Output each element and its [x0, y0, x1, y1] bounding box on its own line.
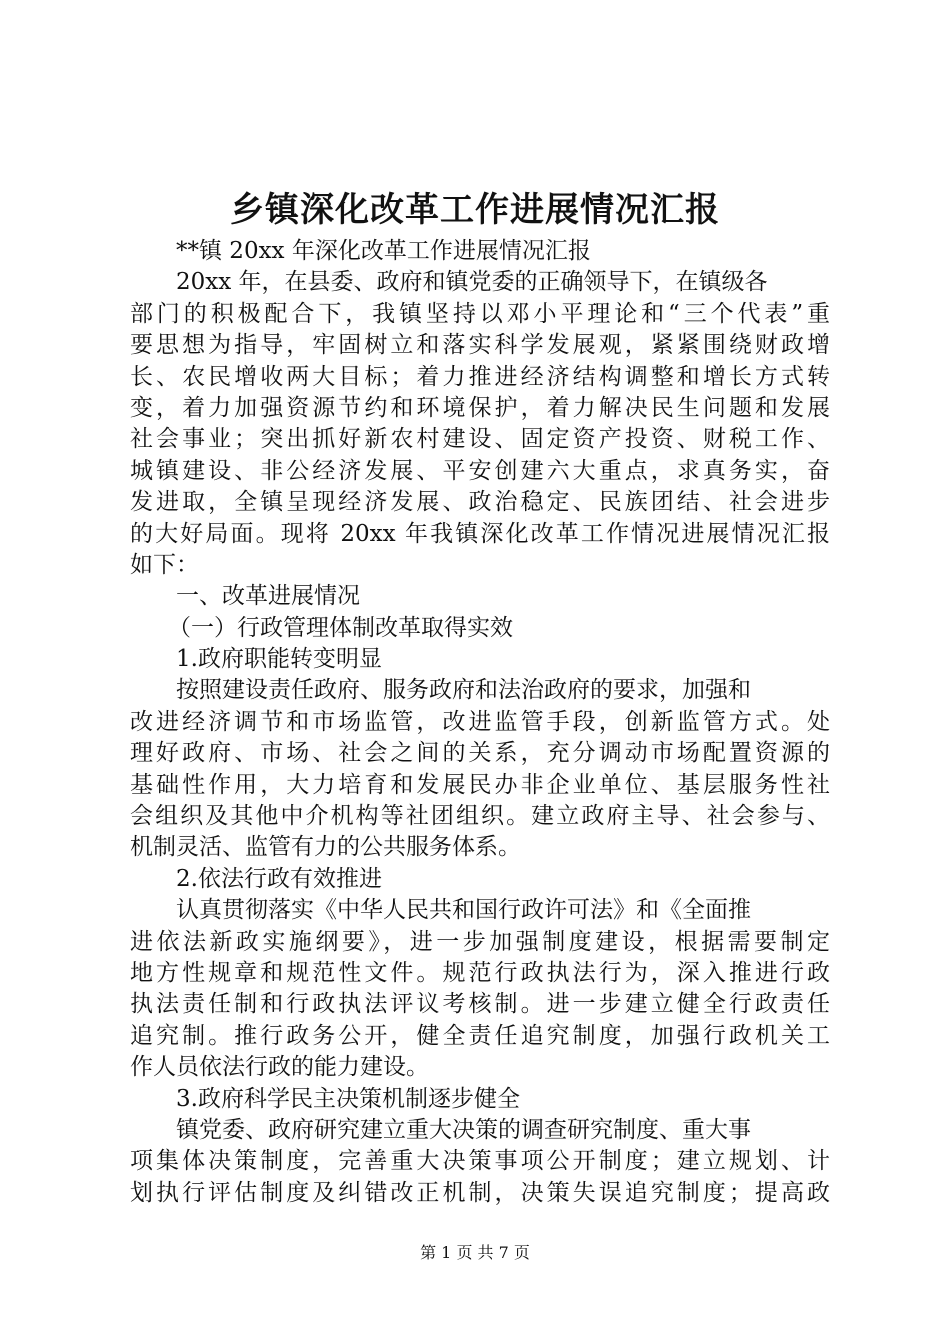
- paragraph-line: 城镇建设、非公经济发展、平安创建六大重点，求真务实，奋: [130, 457, 830, 484]
- paragraph-line: 按照建设责任政府、服务政府和法治政府的要求，加强和: [176, 677, 751, 704]
- paragraph-line: 改进经济调节和市场监管，改进监管手段，创新监管方式。处: [130, 708, 830, 735]
- paragraph-line: 1.政府职能转变明显: [176, 646, 382, 673]
- paragraph-line: 进依法新政实施纲要》，进一步加强制度建设，根据需要制定: [130, 928, 830, 955]
- paragraph-line: 社会事业；突出抓好新农村建设、固定资产投资、财税工作、: [130, 426, 830, 453]
- paragraph-line: **镇 20xx 年深化改革工作进展情况汇报: [176, 238, 591, 264]
- paragraph-line: 机制灵活、监管有力的公共服务体系。: [130, 834, 521, 861]
- paragraph-line: （一）行政管理体制改革取得实效: [168, 614, 513, 641]
- paragraph-line: 3.政府科学民主决策机制逐步健全: [176, 1085, 520, 1112]
- paragraph-line: 20xx 年，在县委、政府和镇党委的正确领导下，在镇级各: [176, 269, 768, 296]
- paragraph-line: 部门的积极配合下，我镇坚持以邓小平理论和“三个代表”重: [130, 300, 830, 327]
- paragraph-line: 划执行评估制度及纠错改正机制，决策失误追究制度；提高政: [130, 1179, 830, 1206]
- paragraph-line: 地方性规章和规范性文件。规范行政执法行为，深入推进行政: [130, 959, 830, 986]
- document-title: 乡镇深化改革工作进展情况汇报: [230, 190, 720, 230]
- paragraph-line: 作人员依法行政的能力建设。: [130, 1054, 429, 1081]
- document-body: [130, 236, 830, 1209]
- paragraph-line: 要思想为指导，牢固树立和落实科学发展观，紧紧围绕财政增: [130, 332, 830, 359]
- paragraph-line: 发进取，全镇呈现经济发展、政治稳定、民族团结、社会进步: [130, 489, 830, 516]
- paragraph-line: 执法责任制和行政执法评议考核制。进一步建立健全行政责任: [130, 991, 830, 1018]
- paragraph-line: 长、农民增收两大目标；着力推进经济结构调整和增长方式转: [130, 363, 830, 390]
- paragraph-line: 理好政府、市场、社会之间的关系，充分调动市场配置资源的: [130, 740, 830, 767]
- paragraph-line: 的大好局面。现将 20xx 年我镇深化改革工作情况进展情况汇报: [130, 520, 830, 547]
- paragraph-line: 如下：: [130, 551, 199, 578]
- paragraph-line: 追究制。推行政务公开，健全责任追究制度，加强行政机关工: [130, 1022, 830, 1049]
- paragraph-line: 基础性作用，大力培育和发展民办非企业单位、基层服务性社: [130, 771, 830, 798]
- paragraph-line: 项集体决策制度，完善重大决策事项公开制度；建立规划、计: [130, 1148, 830, 1175]
- paragraph-line: 镇党委、政府研究建立重大决策的调查研究制度、重大事: [176, 1116, 751, 1143]
- paragraph-line: 变，着力加强资源节约和环境保护，着力解决民生问题和发展: [130, 394, 830, 421]
- page-footer: 第 1 页 共 7 页: [420, 1243, 530, 1262]
- paragraph-line: 认真贯彻落实《中华人民共和国行政许可法》和《全面推: [176, 897, 751, 924]
- paragraph-line: 会组织及其他中介机构等社团组织。建立政府主导、社会参与、: [130, 803, 830, 830]
- paragraph-line: 2.依法行政有效推进: [176, 865, 382, 892]
- paragraph-line: 一、改革进展情况: [176, 583, 360, 610]
